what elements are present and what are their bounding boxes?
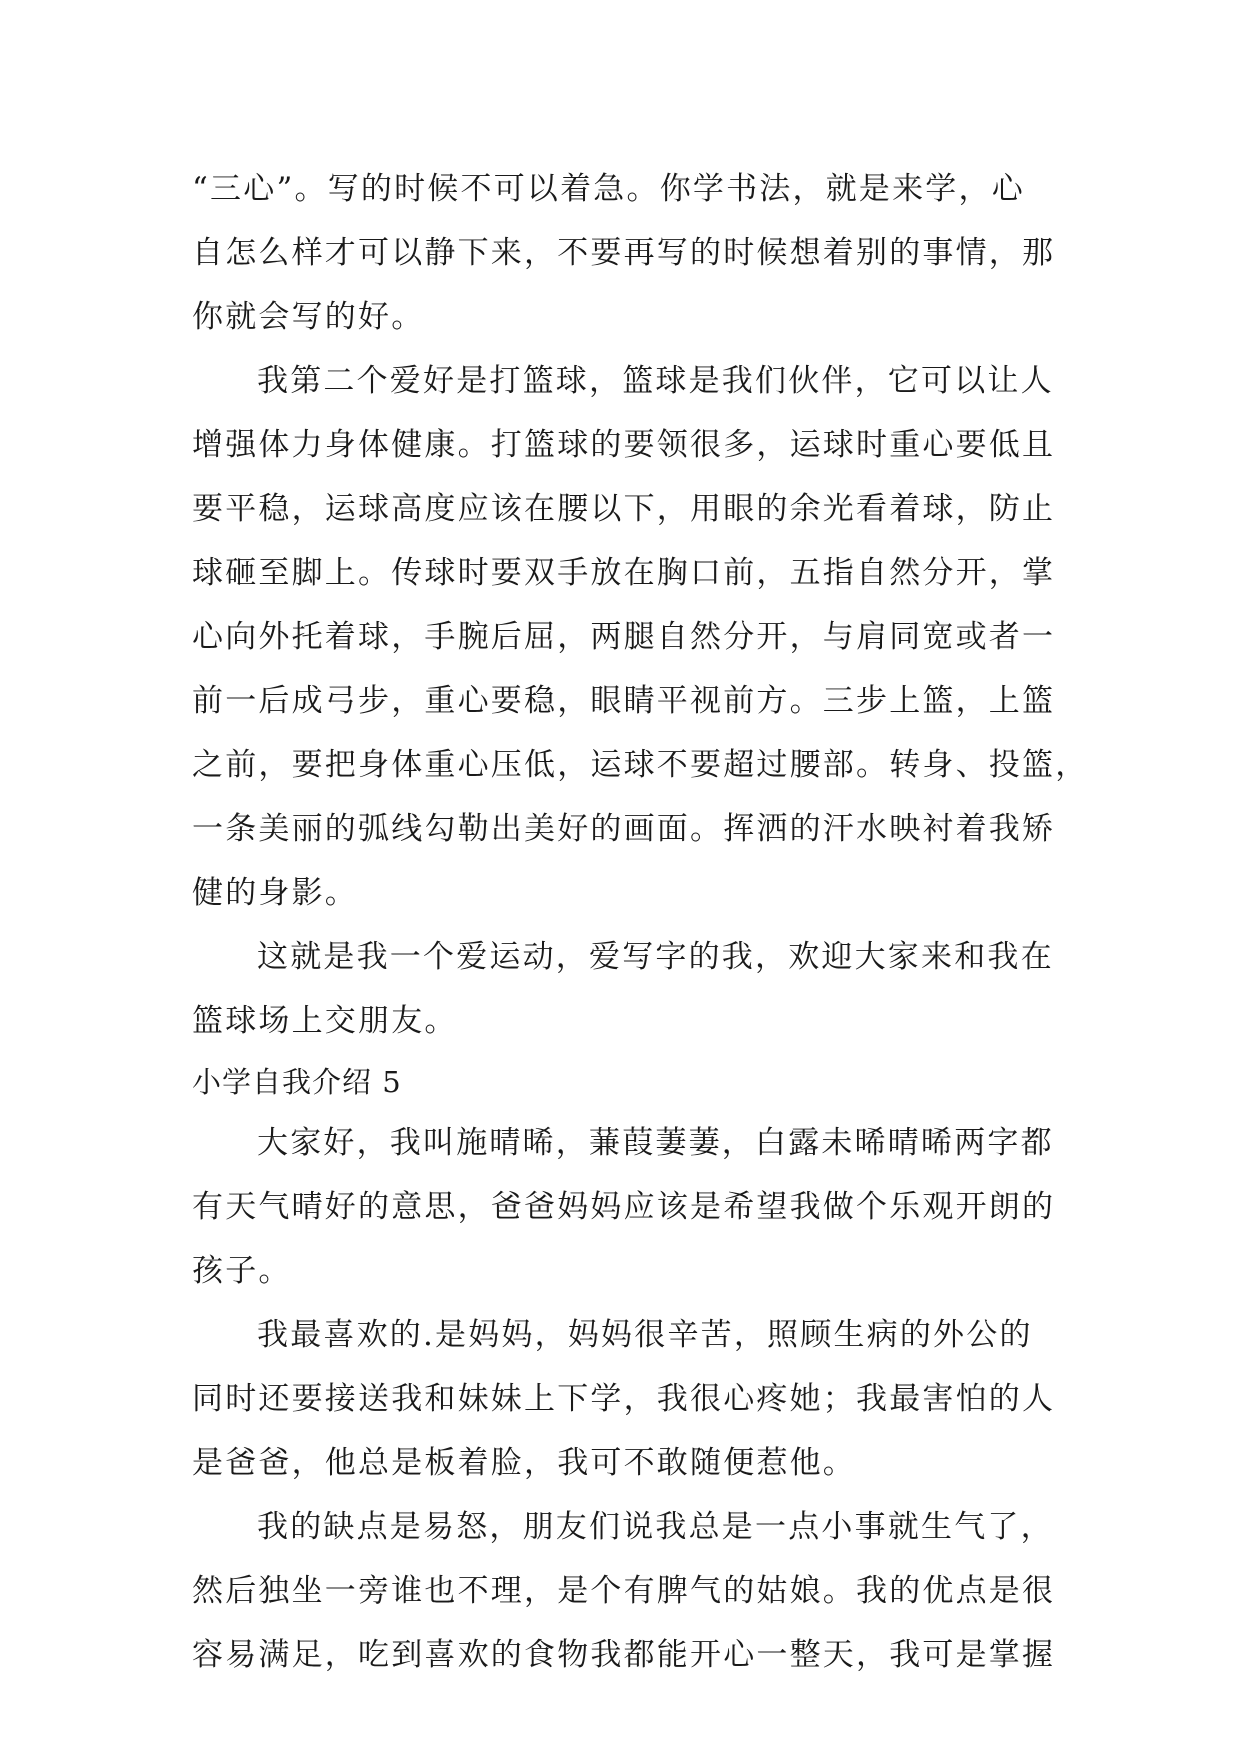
text-line: 健的身影。 <box>192 875 358 911</box>
text-line: 球砸至脚上。传球时要双手放在胸口前，五指自然分开，掌 <box>192 555 1056 591</box>
text-line: 然后独坐一旁谁也不理，是个有脾气的姑娘。我的优点是很 <box>192 1573 1056 1609</box>
text-line: 容易满足，吃到喜欢的食物我都能开心一整天，我可是掌握 <box>192 1637 1056 1673</box>
paragraph-first-line: 这就是我一个爱运动，爱写字的我，欢迎大家来和我在 <box>257 939 1054 975</box>
text-line: 你就会写的好。 <box>192 299 425 335</box>
text-line: 同时还要接送我和妹妹上下学，我很心疼她；我最害怕的人 <box>192 1381 1056 1417</box>
text-line: “三心”。写的时候不可以着急。你学书法，就是来学，心 <box>192 171 1025 207</box>
text-line: 之前，要把身体重心压低，运球不要超过腰部。转身、投篮， <box>192 747 1089 783</box>
text-line: 有天气晴好的意思，爸爸妈妈应该是希望我做个乐观开朗的 <box>192 1189 1056 1225</box>
text-line: 增强体力身体健康。打篮球的要领很多，运球时重心要低且 <box>192 427 1056 463</box>
paragraph-first-line: 大家好，我叫施晴晞，蒹葭萋萋，白露未晞晴晞两字都 <box>257 1125 1054 1161</box>
text-line: 要平稳，运球高度应该在腰以下，用眼的余光看着球，防止 <box>192 491 1056 527</box>
paragraph-first-line: 我第二个爱好是打篮球，篮球是我们伙伴，它可以让人 <box>257 363 1054 399</box>
text-line: 前一后成弓步，重心要稳，眼睛平视前方。三步上篮，上篮 <box>192 683 1056 719</box>
text-line: 一条美丽的弧线勾勒出美好的画面。挥洒的汗水映衬着我矫 <box>192 811 1056 847</box>
text-line: 自怎么样才可以静下来，不要再写的时候想着别的事情，那 <box>192 235 1056 271</box>
text-line: 孩子。 <box>192 1253 292 1289</box>
text-line: 篮球场上交朋友。 <box>192 1003 458 1039</box>
text-line: 是爸爸，他总是板着脸，我可不敢随便惹他。 <box>192 1445 856 1481</box>
text-line: 心向外托着球，手腕后屈，两腿自然分开，与肩同宽或者一 <box>192 619 1056 655</box>
paragraph-first-line: 我最喜欢的.是妈妈，妈妈很辛苦，照顾生病的外公的 <box>257 1317 1033 1353</box>
paragraph-first-line: 我的缺点是易怒，朋友们说我总是一点小事就生气了， <box>257 1509 1054 1545</box>
section-heading: 小学自我介绍 5 <box>192 1065 402 1099</box>
document-body <box>192 157 1089 1687</box>
